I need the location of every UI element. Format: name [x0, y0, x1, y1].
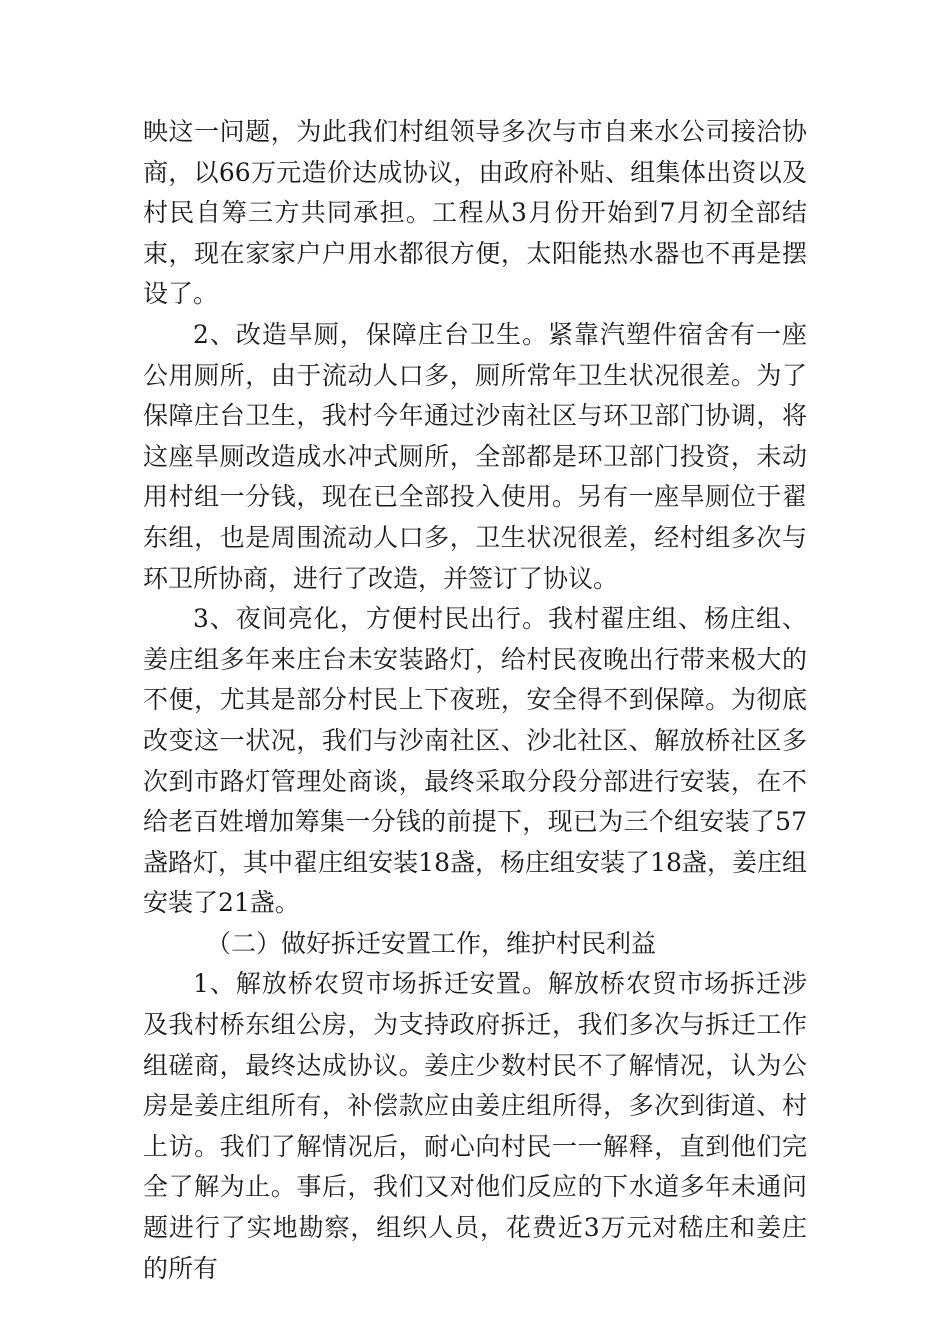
- document-body: [143, 112, 807, 1289]
- paragraph-street-lighting: 3、夜间亮化，方便村民出行。我村翟庄组、杨庄组、姜庄组多年来庄台未安装路灯，给村民夜晚出行带来极大的不便，尤其是部分村民上下夜班，安全得不到保障。为彻底改变这一状况，我们与沙南社区、沙北社区、解放桥社区多次到市路灯管理处商谈，最终采取分段分部进行安装，在不给老百姓增加筹集一分钱的前提下，现已为三个组安装了57盏路灯，其中翟庄组安装18盏，杨庄组安装了18盏，姜庄组安装了21盏。: [143, 604, 807, 918]
- paragraph-toilet-renovation: 2、改造旱厕，保障庄台卫生。紧靠汽塑件宿舍有一座公用厕所，由于流动人口多，厕所常年卫生状况很差。为了保障庄台卫生，我村今年通过沙南社区与环卫部门协调，将这座旱厕改造成水冲式厕所，全部都是环卫部门投资，未动用村组一分钱，现在已全部投入使用。另有一座旱厕位于翟东组，也是周围流动人口多，卫生状况很差，经村组多次与环卫所协商，进行了改造，并签订了协议。: [143, 319, 807, 593]
- section-heading-relocation: （二）做好拆迁安置工作，维护村民利益: [206, 928, 657, 958]
- paragraph-market-relocation: 1、解放桥农贸市场拆迁安置。解放桥农贸市场拆迁涉及我村桥东组公房，为支持政府拆迁，我们多次与拆迁工作组磋商，最终达成协议。姜庄少数村民不了解情况，认为公房是姜庄组所有，补偿款应由姜庄组所得，多次到街道、村上访。我们了解情况后，耐心向村民一一解释，直到他们完全了解为止。事后，我们又对他们反应的下水道多年未通问题进行了实地勘察，组织人员，花费近3万元对嵇庄和姜庄的所有: [143, 969, 807, 1283]
- paragraph-continued-water-project: 映这一问题，为此我们村组领导多次与市自来水公司接洽协商，以66万元造价达成协议，由政府补贴、组集体出资以及村民自筹三方共同承担。工程从3月份开始到7月初全部结束，现在家家户户用水都很方便，太阳能热水器也不再是摆设了。: [143, 117, 807, 309]
